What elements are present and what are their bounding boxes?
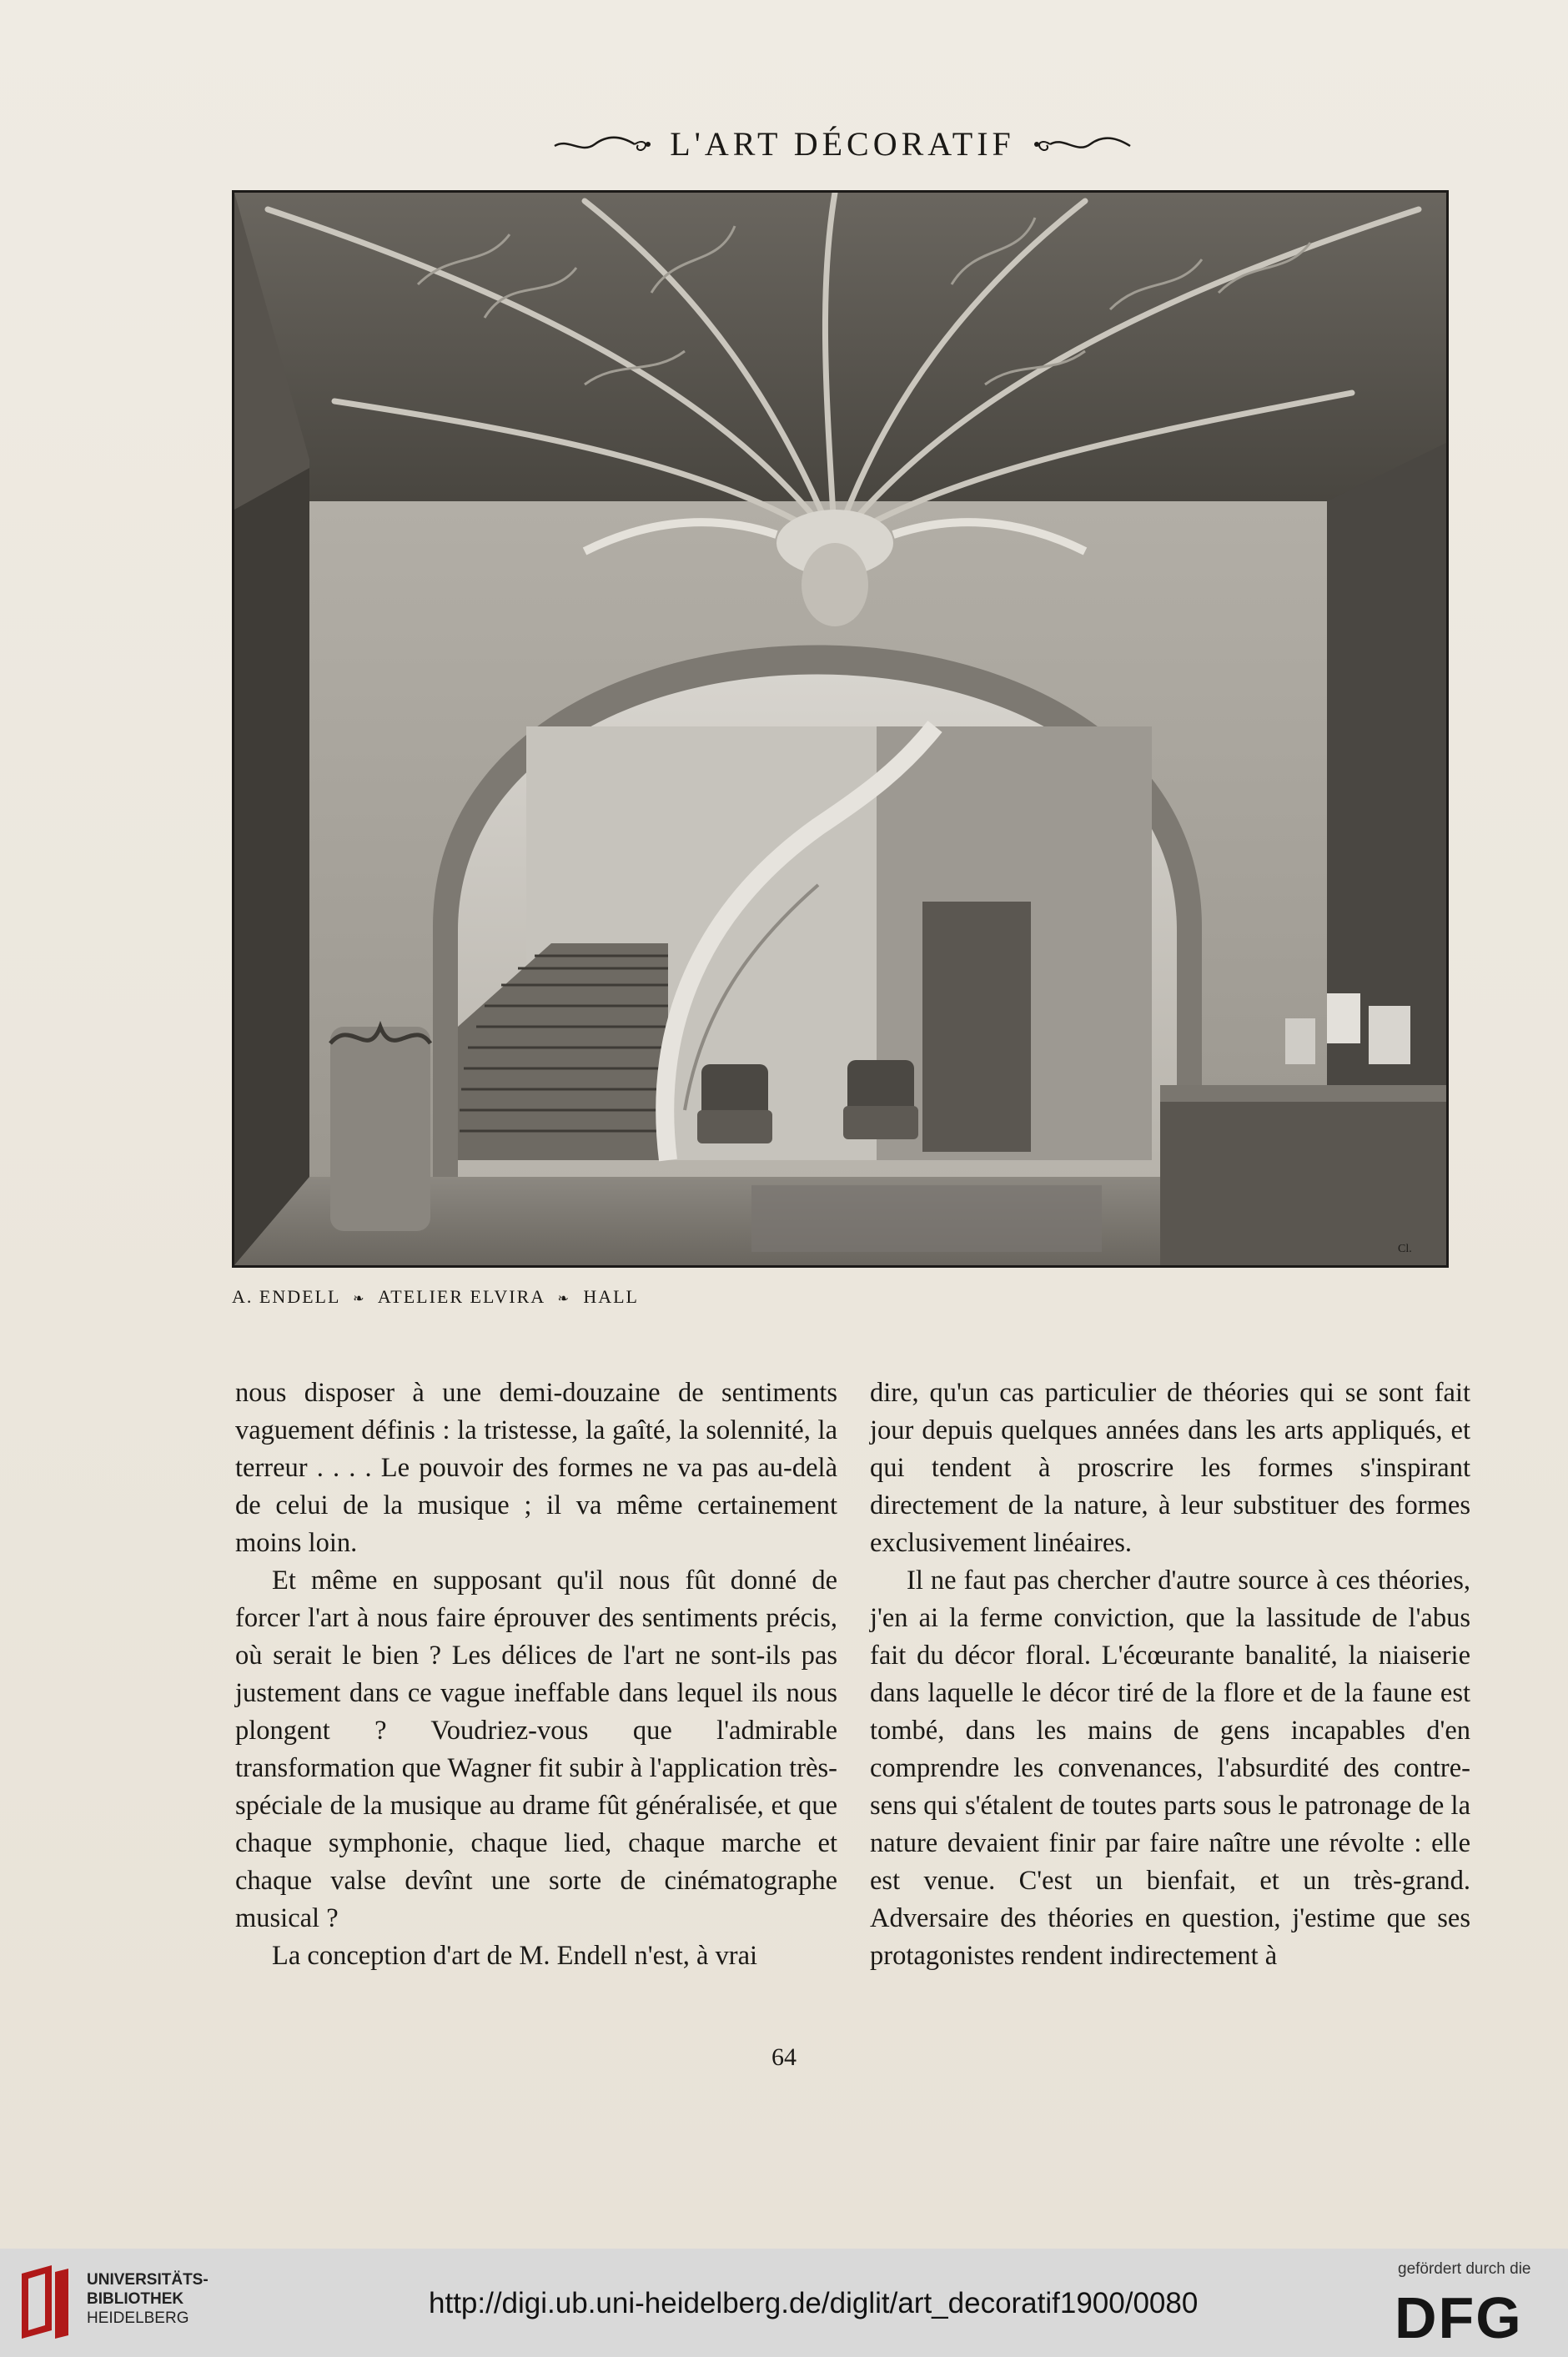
dfg-logo: DFG — [1395, 2285, 1523, 2350]
library-line: UNIVERSITÄTS- — [87, 2271, 209, 2289]
paragraph: nous disposer à une demi-douzaine de sentiments vaguement définis : la tristesse, la gaîté, la solennité, la terreur . . . . Le pouvoir des formes ne va pas au-delà de celui de la musique ; il va même certainement moins loin. — [235, 1378, 837, 1558]
caption-room: HALL — [583, 1286, 639, 1307]
caption-artist: A. ENDELL — [232, 1286, 340, 1307]
caption-separator-2: ❧ — [557, 1292, 570, 1306]
journal-title: L'ART DÉCORATIF — [670, 124, 1015, 163]
paragraph: dire, qu'un cas particulier de théories qui se sont fait jour depuis quelques années dans les arts appliqués, et qui tendent à proscrire les formes s'inspirant directement de la nature, à leur substituer des formes exclusivement linéaires. — [870, 1378, 1470, 1558]
text-column-left — [235, 1374, 837, 1975]
hall-photograph — [232, 190, 1449, 1268]
library-line: HEIDELBERG — [87, 2309, 189, 2327]
sponsor-label: gefördert durch die — [1398, 2260, 1531, 2278]
left-flourish-ornament — [551, 129, 651, 158]
hall-photograph-drawing — [234, 193, 1446, 1265]
right-flourish-ornament — [1033, 129, 1133, 158]
paragraph: Et même en supposant qu'il nous fût donné de forcer l'art à nous faire éprouver des sentiments précis, où serait le bien ? Les délices de l'art ne sont-ils pas justement dans ce vague ineffable dans lequel ils nous plongent ? Voudriez-vous que l'admirable transformation que Wagner fit subir à l'application très-spéciale de la musique au drame fût généralisée, et que chaque symphonie, chaque lied, chaque marche et chaque valse devînt une sorte de cinématographe musical ? — [235, 1565, 837, 1933]
page-number: 64 — [771, 2043, 797, 2071]
permalink-url[interactable]: http://digi.ub.uni-heidelberg.de/diglit/art_decoratif1900/0080 — [429, 2287, 1199, 2319]
svg-text:Cl.: Cl. — [1398, 1243, 1412, 1255]
caption-title: ATELIER ELVIRA — [377, 1286, 545, 1307]
text-column-right — [870, 1374, 1470, 1975]
library-line: BIBLIOTHEK — [87, 2290, 184, 2308]
library-name — [87, 2270, 209, 2328]
caption-separator-1: ❧ — [353, 1292, 366, 1306]
footer-bar — [0, 2249, 1568, 2357]
paragraph: La conception d'art de M. Endell n'est, à vrai — [272, 1941, 758, 1971]
running-header — [500, 122, 1184, 165]
figure-caption — [232, 1286, 639, 1308]
paragraph: Il ne faut pas chercher d'autre source à ces théories, j'en ai la ferme conviction, que la lassitude de l'abus fait du décor floral. L'écœurante banalité, la niaiserie dans laquelle le décor tiré de la flore et de la faune est tombé, dans les mains de gens incapables d'en comprendre les convenances, l'absurdité des contre-sens qui s'étalent de toutes parts sous le patronage de la nature devaient finir par faire naître une révolte : elle est venue. C'est un bienfait, et un très-grand. Adversaire des théories en question, j'estime que ses protagonistes rendent indirectement à — [870, 1565, 1470, 1971]
university-library-logo — [18, 2265, 72, 2342]
